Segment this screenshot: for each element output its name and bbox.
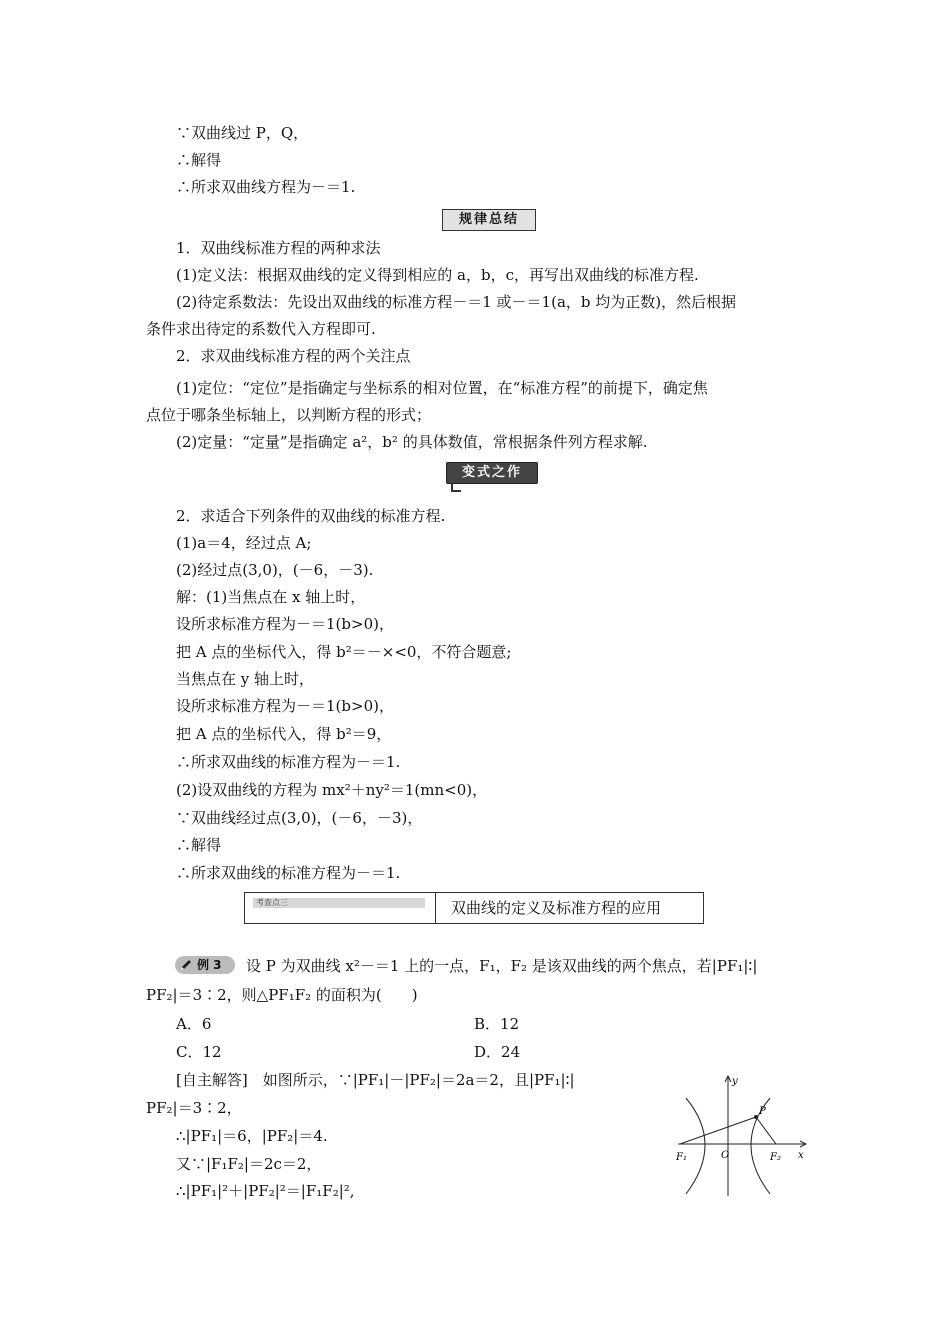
label-f1: F₁	[676, 1152, 687, 1163]
topic-tag-cell	[245, 893, 436, 923]
text-line: (2)定量：“定量”是指确定 a²，b² 的具体数值，常根据条件列方程求解.	[176, 433, 648, 451]
text-line: 解：(1)当焦点在 x 轴上时，	[176, 588, 366, 606]
text-line: 当焦点在 y 轴上时，	[176, 670, 315, 688]
option-d: D．24	[474, 1043, 521, 1061]
topic-header-box	[244, 892, 704, 924]
text-line: 设所求标准方程为－＝1(b>0)，	[176, 697, 394, 715]
text-line: (2)待定系数法：先设出双曲线的标准方程－＝1 或－＝1(a，b 均为正数)，然后根据	[176, 293, 737, 311]
text-line: (1)定义法：根据双曲线的定义得到相应的 a，b，c，再写出双曲线的标准方程.	[176, 266, 699, 284]
text-line: ∴所求双曲线的标准方程为－＝1.	[176, 753, 401, 771]
example-badge	[175, 956, 235, 974]
text-line: 2．求适合下列条件的双曲线的标准方程.	[176, 507, 446, 525]
text-line: ∴所求双曲线的标准方程为－＝1.	[176, 864, 401, 882]
text-line: 点位于哪条坐标轴上，以判断方程的形式；	[146, 406, 432, 424]
text-line: ∴解得	[176, 151, 222, 169]
text-line: (2)经过点(3,0)，(－6，－3).	[176, 561, 374, 579]
hyperbola-figure	[672, 1072, 812, 1200]
text-line: ∴解得	[176, 836, 222, 854]
text-line: PF₂|＝3∶2，	[146, 1099, 242, 1117]
text-line: [自主解答] 如图所示，∵|PF₁|－|PF₂|＝2a＝2，且|PF₁|∶|	[176, 1071, 575, 1089]
label-f2: F₂	[770, 1152, 781, 1163]
text-line: (1)a＝4，经过点 A;	[176, 534, 312, 552]
text-line: 设 P 为双曲线 x²－＝1 上的一点，F₁，F₂ 是该双曲线的两个焦点，若|PF₁|∶|	[246, 957, 758, 975]
text-line: 2．求双曲线标准方程的两个关注点	[176, 347, 411, 365]
variant-exercise-badge: 变式之作	[446, 462, 538, 484]
text-line: ∴所求双曲线方程为－＝1.	[176, 178, 356, 196]
text-line: 把 A 点的坐标代入，得 b²＝－×<0，不符合题意;	[176, 643, 512, 661]
segment-pf1	[680, 1117, 756, 1144]
text-line: (1)定位：“定位”是指确定与坐标系的相对位置，在“标准方程”的前提下，确定焦	[176, 379, 708, 397]
option-c: C．12	[176, 1043, 222, 1061]
text-line: 条件求出待定的系数代入方程即可.	[146, 320, 376, 338]
text-line: ∴|PF₁|＝6，|PF₂|＝4.	[176, 1127, 328, 1145]
label-x: x	[798, 1150, 804, 1161]
text-line: ∵双曲线经过点(3,0)，(－6，－3)，	[176, 809, 423, 827]
topic-tag: 考查点三	[253, 898, 425, 908]
hyperbola-left-branch	[686, 1098, 705, 1194]
option-b: B．12	[474, 1015, 520, 1033]
rule-summary-badge: 规律总结	[442, 209, 536, 231]
topic-title: 双曲线的定义及标准方程的应用	[451, 899, 662, 917]
text-line: ∵双曲线过 P，Q，	[176, 124, 309, 142]
label-p: P	[759, 1106, 766, 1117]
text-line: 设所求标准方程为－＝1(b>0)，	[176, 615, 394, 633]
text-line: 又∵|F₁F₂|＝2c＝2，	[176, 1155, 322, 1173]
text-line: ∴|PF₁|²＋|PF₂|²＝|F₁F₂|²,	[176, 1182, 355, 1200]
text-line: (2)设双曲线的方程为 mx²＋ny²＝1(mn<0)，	[176, 781, 488, 799]
label-o: O	[721, 1150, 730, 1161]
option-a: A．6	[176, 1015, 212, 1033]
text-line: 1．双曲线标准方程的两种求法	[176, 239, 381, 257]
example-label: 例 3	[197, 958, 222, 972]
text-line: PF₂|＝3∶2，则△PF₁F₂ 的面积为( )	[146, 986, 418, 1004]
text-line: 把 A 点的坐标代入，得 b²＝9，	[176, 725, 392, 743]
segment-pf2	[756, 1117, 776, 1144]
label-y: y	[732, 1076, 738, 1087]
pencil-icon	[179, 958, 193, 972]
point-p	[754, 1115, 758, 1119]
